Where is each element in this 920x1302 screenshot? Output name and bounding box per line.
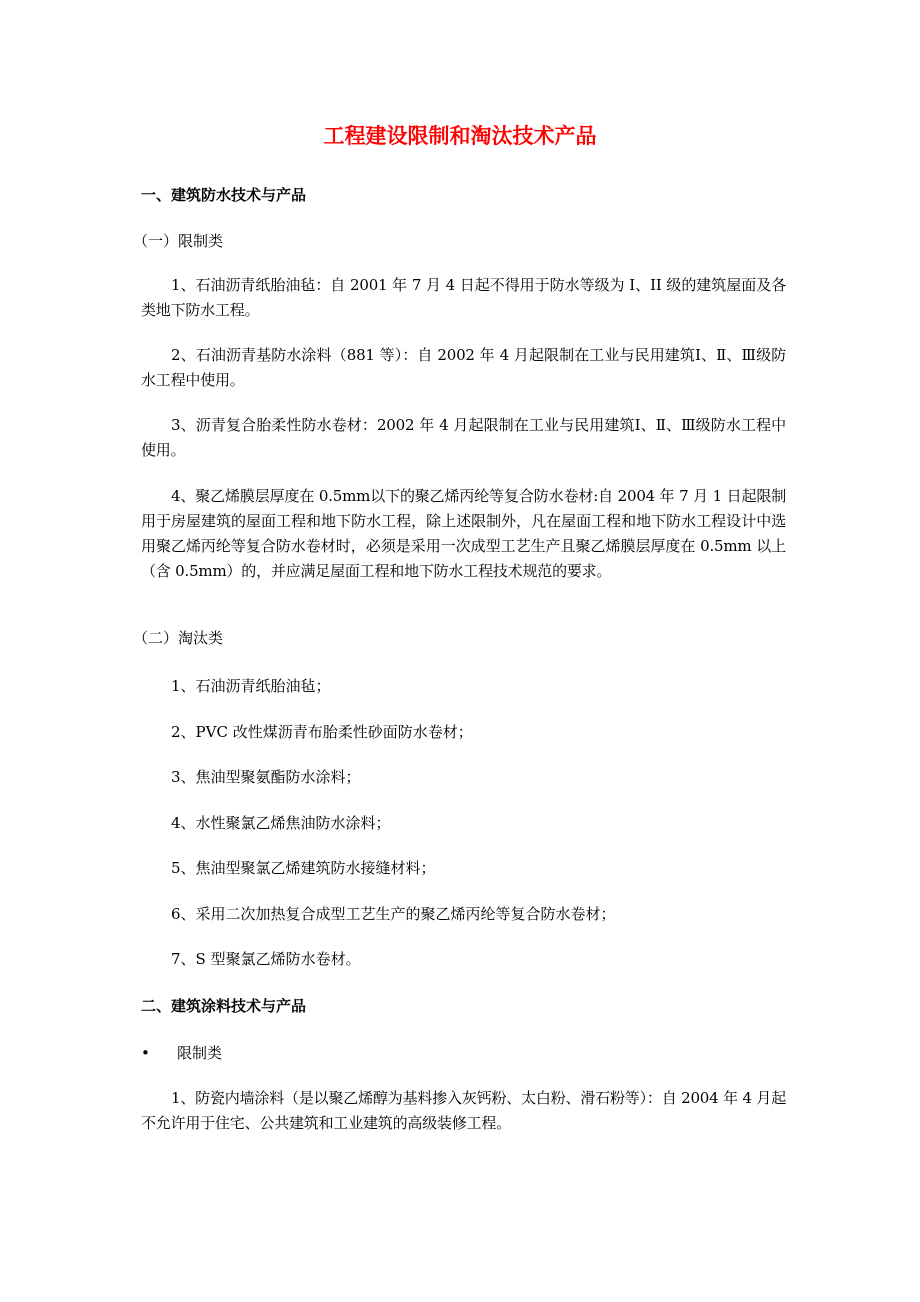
eliminated-item-7: 7、S 型聚氯乙烯防水卷材。: [171, 950, 361, 968]
restricted-item-2: 2、石油沥青基防水涂料（881 等）：自 2002 年 4 月起限制在工业与民用建筑Ⅰ、Ⅱ、Ⅲ级防水工程中使用。: [141, 346, 786, 389]
eliminated-item-4: 4、水性聚氯乙烯焦油防水涂料；: [171, 814, 391, 832]
bullet-icon: •: [141, 1044, 150, 1062]
bullet-restricted-row: [141, 1042, 222, 1064]
document-title: 工程建设限制和淘汰技术产品: [323, 124, 597, 148]
coating-restricted-item-1: 1、防瓷内墙涂料（是以聚乙烯醇为基料掺入灰钙粉、太白粉、滑石粉等）：自 2004 年 4 月起不允许用于住宅、公共建筑和工业建筑的高级装修工程。: [141, 1089, 786, 1132]
eliminated-item-3: 3、焦油型聚氨酯防水涂料；: [171, 768, 361, 786]
eliminated-item-1: 1、石油沥青纸胎油毡；: [171, 677, 331, 695]
restricted-item-3: 3、沥青复合胎柔性防水卷材：2002 年 4 月起限制在工业与民用建筑Ⅰ、Ⅱ、Ⅲ级防水工程中使用。: [141, 416, 786, 459]
section-heading-waterproofing: 一、建筑防水技术与产品: [141, 186, 307, 204]
section-heading-coatings: 二、建筑涂料技术与产品: [141, 997, 307, 1015]
subheading-restricted: （一）限制类: [133, 232, 224, 250]
restricted-item-4: 4、聚乙烯膜层厚度在 0.5mm以下的聚乙烯丙纶等复合防水卷材:自 2004 年 7 月 1 日起限制用于房屋建筑的屋面工程和地下防水工程，除上述限制外，凡在屋面工程和地下防水工程设计中选用聚乙烯丙纶等复合防水卷材时，必须是采用一次成型工艺生产且聚乙烯膜层厚度在 0.5mm 以上（含 0.5mm）的，并应满足屋面工程和地下防水工程技术规范的要求。: [141, 487, 786, 580]
subheading-eliminated: （二）淘汰类: [133, 629, 224, 647]
restricted-item-1: 1、石油沥青纸胎油毡：自 2001 年 7 月 4 日起不得用于防水等级为 I、II 级的建筑屋面及各类地下防水工程。: [141, 276, 786, 319]
eliminated-item-5: 5、焦油型聚氯乙烯建筑防水接缝材料；: [171, 859, 436, 877]
bullet-restricted-label: 限制类: [177, 1044, 223, 1062]
eliminated-item-2: 2、PVC 改性煤沥青布胎柔性砂面防水卷材；: [171, 723, 473, 741]
eliminated-item-6: 6、采用二次加热复合成型工艺生产的聚乙烯丙纶等复合防水卷材；: [171, 905, 616, 923]
